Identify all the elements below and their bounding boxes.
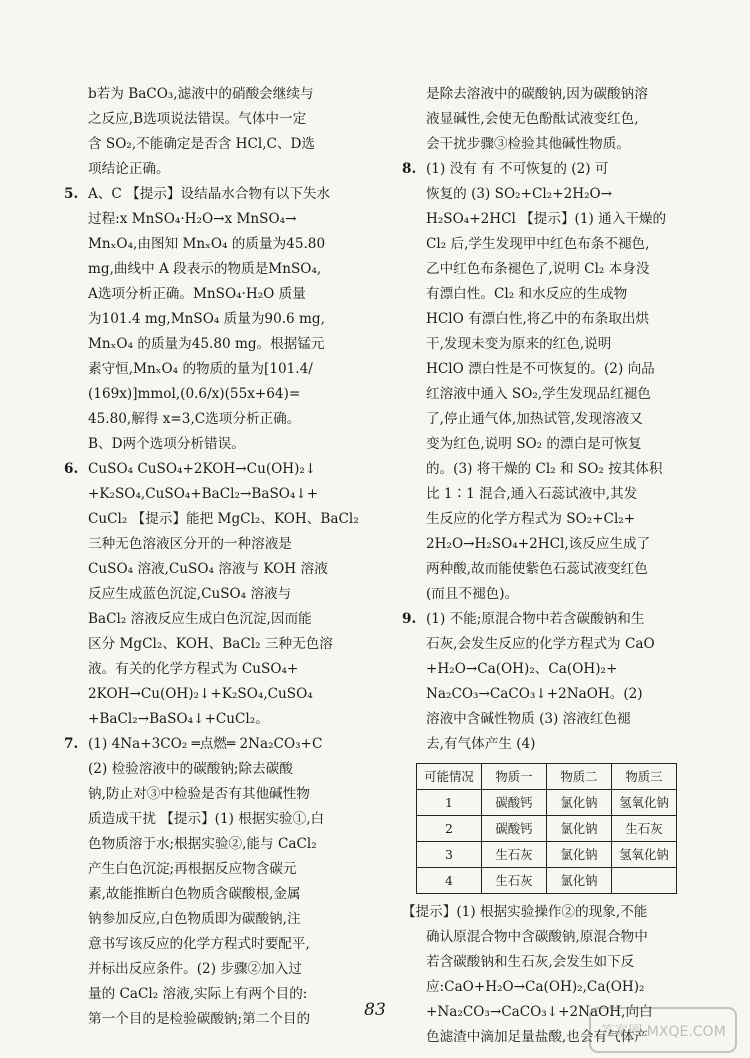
text-line: (1) 4Na+3CO₂ ═点燃═ 2Na₂CO₃+C [88,736,323,752]
text-line: mg,曲线中 A 段表示的物质是MnSO₄, [88,261,322,277]
text-line: 去,有气体产生 (4) [426,736,536,752]
text-line: 素,故能推断白色物质含碳酸根,金属 [88,886,301,902]
text-line: 两种酸,故而能使紫色石蕊试液变红色 [426,561,648,577]
text-line: Cl₂ 后,学生发现甲中红色布条不褪色, [426,236,650,252]
table-cell: 生石灰 [482,868,547,894]
answer-6 [64,457,376,732]
text-line: 过程:x MnSO₄·H₂O→x MnSO₄→ [88,211,297,227]
text-line: MnₓO₄,由图知 MnₓO₄ 的质量为45.80 [88,236,326,252]
text-line: 若含碳酸钠和生石灰,会发生如下反 [426,954,635,970]
text-line: 的。(3) 将干燥的 Cl₂ 和 SO₂ 按其体积 [426,461,663,477]
text-line: +K₂SO₄,CuSO₄+BaCl₂→BaSO₄↓+ [88,486,319,502]
text-line: BaCl₂ 溶液反应生成白色沉淀,因而能 [88,611,312,627]
text-line: 有漂白性。Cl₂ 和水反应的生成物 [426,286,628,302]
page-number: 83 [364,1000,386,1020]
text-line: 生反应的化学方程式为 SO₂+Cl₂+ [426,511,636,527]
table-header: 可能情况 [417,764,482,790]
text-line: H₂SO₄+2HCl 【提示】(1) 通入干燥的 [426,211,667,227]
right-column [402,82,722,1050]
text-line: 三种无色溶液区分开的一种溶液是 [88,536,292,552]
text-line: 产生白色沉淀;再根据反应物含碳元 [88,861,297,877]
text-line: 色滤渣中滴加足量盐酸,也会有气体产 [426,1029,648,1045]
text-line: 会干扰步骤③检验其他碱性物质。 [426,136,630,152]
text-line: +H₂O→Ca(OH)₂、Ca(OH)₂+ [426,661,618,677]
text-line: A选项分析正确。MnSO₄·H₂O 质量 [88,286,306,302]
question-number: 6. [64,461,79,477]
text-line: 项结论正确。 [88,161,170,177]
text-line: +BaCl₂→BaSO₄↓+CuCl₂。 [88,711,269,727]
text-line: 红溶液中通入 SO₂,学生发现品红褪色 [426,386,651,402]
table-cell: 2 [417,816,482,842]
text-line: 比 1∶1 混合,通入石蕊试液中,其发 [426,486,638,502]
text-line: 为101.4 mg,MnSO₄ 质量为90.6 mg, [88,311,325,327]
table-row [417,790,677,816]
text-line: 液显碱性,会使无色酚酞试液变红色, [426,111,639,127]
table-cell: 氯化钠 [547,842,612,868]
text-line: 变为红色,说明 SO₂ 的漂白是可恢复 [426,436,642,452]
text-line: 了,停止通气体,加热试管,发现溶液又 [426,411,643,427]
text-line: CuSO₄ 溶液,CuSO₄ 溶液与 KOH 溶液 [88,561,328,577]
text-line: 石灰,会发生反应的化学方程式为 CaO [426,636,655,652]
table-cell: 氢氧化钠 [612,790,677,816]
text-line: 恢复的 (3) SO₂+Cl₂+2H₂O→ [426,186,613,202]
table-header: 物质三 [612,764,677,790]
text-line: (1) 不能;原混合物中若含碳酸钠和生 [426,611,645,627]
table-cell: 碳酸钙 [482,790,547,816]
table-header-row [417,764,677,790]
text-line: 并标出反应条件。(2) 步骤②加入过 [88,961,302,977]
text-line: 第一个目的是检验碳酸钠;第二个目的 [88,1011,311,1027]
text-line: 确认原混合物中含碳酸钠,原混合物中 [426,929,648,945]
possibilities-table [416,763,677,894]
table-cell: 氯化钠 [547,868,612,894]
text-line: 反应生成蓝色沉淀,CuSO₄ 溶液与 [88,586,292,602]
answer-7-continued [402,82,722,157]
answer-8 [402,157,722,607]
question-number: 8. [402,161,417,177]
table-row [417,868,677,894]
text-line: 【提示】(1) 根据实验操作②的现象,不能 [402,904,648,920]
watermark-text: 答案圈 MXQE.COM [600,1024,726,1040]
table-cell: 生石灰 [482,842,547,868]
text-line: A、C 【提示】设结晶水合物有以下失水 [88,186,331,202]
text-line: B、D两个选项分析错误。 [88,436,245,452]
watermark-logo [588,1004,738,1056]
table-header: 物质一 [482,764,547,790]
text-line: 素守恒,MnₓO₄ 的物质的量为[101.4/ [88,361,313,377]
text-line: (169x)]mmol,(0.6/x)(55x+64)= [88,386,301,402]
text-line: (1) 没有 有 不可恢复的 (2) 可 [426,161,609,177]
text-line: 钠参加反应,白色物质即为碳酸钠,注 [88,911,301,927]
text-line: 量的 CaCl₂ 溶液,实际上有两个目的: [88,986,308,1002]
text-line: 区分 MgCl₂、KOH、BaCl₂ 三种无色溶 [88,636,333,652]
text-line: 含 SO₂,不能确定是否含 HCl,C、D选 [88,136,316,152]
question-number: 7. [64,736,79,752]
text-line: 钠,防止对③中检验是否有其他碱性物 [88,786,310,802]
text-line: (而且不褪色)。 [426,586,519,602]
text-line: b若为 BaCO₃,滤液中的硝酸会继续与 [88,86,314,102]
question-number: 5. [64,186,79,202]
left-column [64,82,376,1032]
text-line: 2H₂O→H₂SO₄+2HCl,该反应生成了 [426,536,651,552]
table-row [417,842,677,868]
text-line: 2KOH→Cu(OH)₂↓+K₂SO₄,CuSO₄ [88,686,313,702]
text-line: 溶液中含碱性物质 (3) 溶液红色褪 [426,711,631,727]
table-cell: 1 [417,790,482,816]
table-cell: 碳酸钙 [482,816,547,842]
text-line: CuSO₄ CuSO₄+2KOH→Cu(OH)₂↓ [88,461,317,477]
text-line: HClO 漂白性是不可恢复的。(2) 向品 [426,361,655,377]
answer-5 [64,182,376,457]
text-line: CuCl₂ 【提示】能把 MgCl₂、KOH、BaCl₂ [88,511,359,527]
text-line: 之反应,B选项说法错误。气体中一定 [88,111,307,127]
text-line: 45.80,解得 x=3,C选项分析正确。 [88,411,301,427]
text-line: (2) 检验溶液中的碳酸钠;除去碳酸 [88,761,293,777]
text-line: 是除去溶液中的碳酸钠,因为碳酸钠溶 [426,86,648,102]
text-line: 液。有关的化学方程式为 CuSO₄+ [88,661,299,677]
text-line: 意书写该反应的化学方程式时要配平, [88,936,310,952]
table-cell [612,868,677,894]
table-cell: 3 [417,842,482,868]
answer-7 [64,732,376,1032]
text-line: 干,发现未变为原来的红色,说明 [426,336,612,352]
text-line: Na₂CO₃→CaCO₃↓+2NaOH。(2) [426,686,643,702]
text-line: 色物质溶于水;根据实验②,能与 CaCl₂ [88,836,317,852]
text-line: HClO 有漂白性,将乙中的布条取出烘 [426,311,650,327]
table-cell: 氯化钠 [547,816,612,842]
answer-9 [402,607,722,757]
text-line: 应:CaO+H₂O→Ca(OH)₂,Ca(OH)₂ [426,979,645,995]
table-cell: 氢氧化钠 [612,842,677,868]
intro-block [64,82,376,182]
table-cell: 生石灰 [612,816,677,842]
text-line: +Na₂CO₃→CaCO₃↓+2NaOH,向白 [426,1004,653,1020]
table-row [417,816,677,842]
text-line: MnₓO₄ 的质量为45.80 mg。根据锰元 [88,336,325,352]
question-number: 9. [402,611,417,627]
text-line: 质造成干扰 【提示】(1) 根据实验①,白 [88,811,325,827]
table-cell: 氯化钠 [547,790,612,816]
table-cell: 4 [417,868,482,894]
table-header: 物质二 [547,764,612,790]
text-line: 乙中红色布条褪色了,说明 Cl₂ 本身没 [426,261,650,277]
